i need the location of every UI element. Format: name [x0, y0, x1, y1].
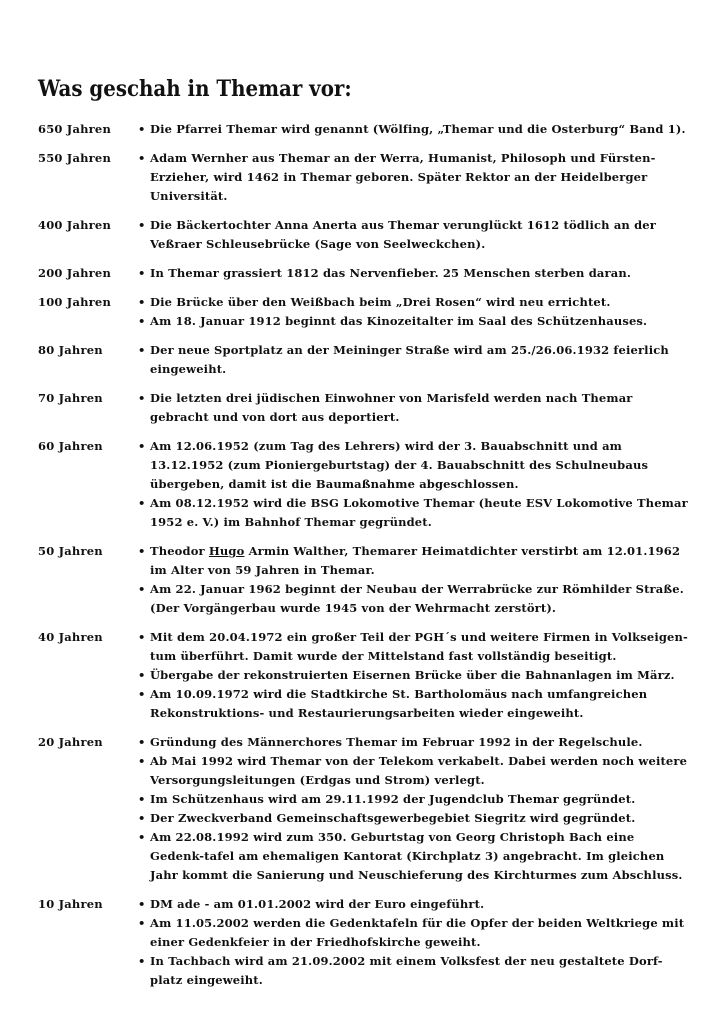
entry-items: [138, 149, 688, 206]
entry-label: 40 Jahren: [38, 630, 103, 644]
entry-items: [138, 437, 688, 532]
item-text: Im Schützenhaus wird am 29.11.1992 der Jugendclub Themar gegründet.: [150, 792, 636, 806]
item-text: In Themar grassiert 1812 das Nervenfieber. 25 Menschen sterben daran.: [150, 266, 631, 280]
entry-label: 100 Jahren: [38, 295, 111, 309]
list-item: [138, 828, 688, 885]
timeline-entry: [38, 733, 688, 885]
bullet-icon: •: [138, 811, 146, 825]
list-item: [138, 437, 688, 494]
bullet-icon: •: [138, 897, 146, 911]
list-item: [138, 341, 688, 379]
list-item: [138, 666, 688, 685]
bullet-icon: •: [138, 954, 146, 968]
item-text: Am 22. Januar 1962 beginnt der Neubau der Werrabrücke zur Römhilder Straße. (Der Vorgängerbau wurde 1945 von der Wehrmacht zerstört).: [150, 582, 684, 615]
bullet-icon: •: [138, 314, 146, 328]
bullet-icon: •: [138, 343, 146, 357]
entry-items: [138, 389, 688, 427]
entry-items: [138, 293, 688, 331]
bullet-icon: •: [138, 668, 146, 682]
bullet-icon: •: [138, 439, 146, 453]
entry-label: 10 Jahren: [38, 897, 103, 911]
bullet-icon: •: [138, 295, 146, 309]
item-text: Der Zweckverband Gemeinschaftsgewerbegebiet Siegritz wird gegründet.: [150, 811, 636, 825]
entry-items: [138, 733, 688, 885]
entry-items: [138, 895, 688, 990]
item-text-pre: Theodor: [150, 544, 209, 558]
timeline-entry: [38, 895, 688, 990]
entry-items: [138, 120, 688, 139]
list-item: [138, 914, 688, 952]
bullet-icon: •: [138, 792, 146, 806]
entry-items: [138, 341, 688, 379]
entry-items: [138, 542, 688, 618]
timeline-entry: [38, 542, 688, 618]
entry-items: [138, 264, 688, 283]
document-page: [38, 74, 688, 1000]
entry-label: 550 Jahren: [38, 151, 111, 165]
entry-label: 200 Jahren: [38, 266, 111, 280]
list-item: [138, 628, 688, 666]
timeline-entry: [38, 389, 688, 427]
bullet-icon: •: [138, 391, 146, 405]
list-item: [138, 685, 688, 723]
timeline-entry: [38, 264, 688, 283]
list-item: [138, 952, 688, 990]
item-text-post: Armin Walther, Themarer Heimatdichter verstirbt am 12.01.1962 im Alter von 59 Jahren in Themar.: [150, 544, 681, 577]
item-text: Am 08.12.1952 wird die BSG Lokomotive Themar (heute ESV Lokomotive Themar 1952 e. V.) im Bahnhof Themar gegründet.: [150, 496, 688, 529]
list-item: [138, 120, 688, 139]
timeline-entry: [38, 293, 688, 331]
list-item: [138, 809, 688, 828]
entry-label: 400 Jahren: [38, 218, 111, 232]
item-text: DM ade - am 01.01.2002 wird der Euro eingeführt.: [150, 897, 485, 911]
entry-label: 20 Jahren: [38, 735, 103, 749]
entry-label: 650 Jahren: [38, 122, 111, 136]
list-item: [138, 149, 688, 206]
list-item: [138, 216, 688, 254]
item-text: Adam Wernher aus Themar an der Werra, Humanist, Philosoph und Fürsten-Erzieher, wird 1462 in Themar geboren. Später Rektor an der Heidelberger Universität.: [150, 151, 656, 203]
item-text: Am 18. Januar 1912 beginnt das Kinozeitalter im Saal des Schützenhauses.: [150, 314, 648, 328]
timeline-entry: [38, 149, 688, 206]
list-item: [138, 312, 688, 331]
timeline-entry: [38, 341, 688, 379]
item-text: Am 22.08.1992 wird zum 350. Geburtstag von Georg Christoph Bach eine Gedenk-tafel am ehemaligen Kantorat (Kirchplatz 3) angebracht. Im gleichen Jahr kommt die Sanierung und Neuschieferung des Kirchturmes zum Abschluss.: [150, 830, 683, 882]
bullet-icon: •: [138, 496, 146, 510]
bullet-icon: •: [138, 630, 146, 644]
list-item: [138, 389, 688, 427]
entry-items: [138, 216, 688, 254]
entry-label: 70 Jahren: [38, 391, 103, 405]
bullet-icon: •: [138, 218, 146, 232]
item-text: Mit dem 20.04.1972 ein großer Teil der PGH´s und weitere Firmen in Volkseigen-tum überführt. Damit wurde der Mittelstand fast vollständig beseitigt.: [150, 630, 688, 663]
page-title: Was geschah in Themar vor:: [38, 76, 352, 102]
timeline-entry: [38, 216, 688, 254]
list-item: [138, 580, 688, 618]
list-item: [138, 264, 688, 283]
timeline-entry: [38, 628, 688, 723]
list-item: [138, 752, 688, 790]
item-text: Am 11.05.2002 werden die Gedenktafeln für die Opfer der beiden Weltkriege mit einer Gedenkfeier in der Friedhofskirche geweiht.: [150, 916, 685, 949]
item-text: Die letzten drei jüdischen Einwohner von Marisfeld werden nach Themar gebracht und von dort aus deportiert.: [150, 391, 633, 424]
item-text: Der neue Sportplatz an der Meininger Straße wird am 25./26.06.1932 feierlich eingeweiht.: [150, 343, 669, 376]
item-text: In Tachbach wird am 21.09.2002 mit einem Volksfest der neu gestaltete Dorf-platz eingeweiht.: [150, 954, 663, 987]
bullet-icon: •: [138, 830, 146, 844]
list-item: [138, 293, 688, 312]
entry-items: [138, 628, 688, 723]
timeline-entry: [38, 437, 688, 532]
bullet-icon: •: [138, 687, 146, 701]
entry-label: 50 Jahren: [38, 544, 103, 558]
item-text: Die Bäckertochter Anna Anerta aus Themar verunglückt 1612 tödlich an der Veßraer Schleusebrücke (Sage von Seelweckchen).: [150, 218, 656, 251]
bullet-icon: •: [138, 151, 146, 165]
bullet-icon: •: [138, 544, 146, 558]
item-text: Die Pfarrei Themar wird genannt (Wölfing, „Themar und die Osterburg“ Band 1).: [150, 122, 686, 136]
item-text: Die Brücke über den Weißbach beim „Drei Rosen“ wird neu errichtet.: [150, 295, 611, 309]
list-item: [138, 790, 688, 809]
bullet-icon: •: [138, 266, 146, 280]
item-text: Ab Mai 1992 wird Themar von der Telekom verkabelt. Dabei werden noch weitere Versorgungsleitungen (Erdgas und Strom) verlegt.: [150, 754, 688, 787]
bullet-icon: •: [138, 122, 146, 136]
item-text: Am 10.09.1972 wird die Stadtkirche St. Bartholomäus nach umfangreichen Rekonstruktions- und Restaurierungsarbeiten wieder eingeweiht.: [150, 687, 648, 720]
item-text: Am 12.06.1952 (zum Tag des Lehrers) wird der 3. Bauabschnitt und am 13.12.1952 (zum Pioniergeburtstag) der 4. Bauabschnitt des Schulneubaus übergeben, damit ist die Baumaßnahme abgeschlossen.: [150, 439, 649, 491]
timeline-entry: [38, 120, 688, 139]
list-item: [138, 895, 688, 914]
list-item: [138, 494, 688, 532]
list-item: [138, 733, 688, 752]
entry-label: 60 Jahren: [38, 439, 103, 453]
bullet-icon: •: [138, 735, 146, 749]
item-text: Übergabe der rekonstruierten Eisernen Brücke über die Bahnanlagen im März.: [150, 668, 675, 682]
underlined-name: Hugo: [208, 544, 245, 558]
bullet-icon: •: [138, 754, 146, 768]
list-item: [138, 542, 688, 580]
bullet-icon: •: [138, 582, 146, 596]
item-text: Gründung des Männerchores Themar im Februar 1992 in der Regelschule.: [150, 735, 643, 749]
bullet-icon: •: [138, 916, 146, 930]
entry-label: 80 Jahren: [38, 343, 103, 357]
